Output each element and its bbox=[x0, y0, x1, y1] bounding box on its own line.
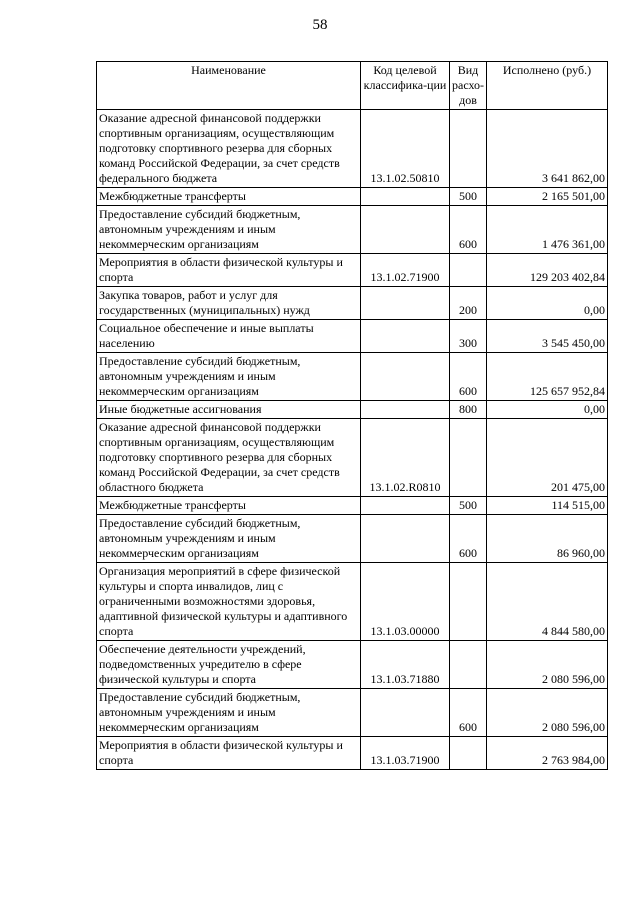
row-type bbox=[450, 254, 487, 287]
row-code bbox=[361, 287, 450, 320]
row-code: 13.1.02.71900 bbox=[361, 254, 450, 287]
row-code bbox=[361, 689, 450, 737]
table-row bbox=[97, 641, 608, 689]
row-amount: 114 515,00 bbox=[487, 497, 608, 515]
row-amount: 0,00 bbox=[487, 287, 608, 320]
row-name: Мероприятия в области физической культуры и спорта bbox=[97, 737, 361, 770]
table-row bbox=[97, 287, 608, 320]
row-amount: 0,00 bbox=[487, 401, 608, 419]
table-row bbox=[97, 419, 608, 497]
row-amount: 86 960,00 bbox=[487, 515, 608, 563]
table-row bbox=[97, 497, 608, 515]
row-type bbox=[450, 737, 487, 770]
row-amount: 3 641 862,00 bbox=[487, 110, 608, 188]
row-type: 800 bbox=[450, 401, 487, 419]
row-amount: 2 165 501,00 bbox=[487, 188, 608, 206]
table-row bbox=[97, 401, 608, 419]
row-name: Предоставление субсидий бюджетным, автономным учреждениям и иным некоммерческим организациям bbox=[97, 689, 361, 737]
row-amount: 2 080 596,00 bbox=[487, 689, 608, 737]
row-code bbox=[361, 206, 450, 254]
row-amount: 4 844 580,00 bbox=[487, 563, 608, 641]
table-row bbox=[97, 206, 608, 254]
row-name: Межбюджетные трансферты bbox=[97, 497, 361, 515]
row-amount: 201 475,00 bbox=[487, 419, 608, 497]
row-code: 13.1.03.00000 bbox=[361, 563, 450, 641]
row-name: Оказание адресной финансовой поддержки спортивным организациям, осуществляющим подготовку спортивного резерва для сборных команд Российской Федерации, за счет средств областного бюджета bbox=[97, 419, 361, 497]
row-name: Предоставление субсидий бюджетным, автономным учреждениям и иным некоммерческим организациям bbox=[97, 353, 361, 401]
table-row bbox=[97, 320, 608, 353]
row-type: 600 bbox=[450, 206, 487, 254]
table-row bbox=[97, 689, 608, 737]
budget-table bbox=[96, 61, 608, 770]
row-name: Мероприятия в области физической культуры и спорта bbox=[97, 254, 361, 287]
row-type: 500 bbox=[450, 497, 487, 515]
row-type: 300 bbox=[450, 320, 487, 353]
row-name: Межбюджетные трансферты bbox=[97, 188, 361, 206]
row-name: Предоставление субсидий бюджетным, автономным учреждениям и иным некоммерческим организациям bbox=[97, 515, 361, 563]
row-code: 13.1.02.50810 bbox=[361, 110, 450, 188]
row-amount: 2 763 984,00 bbox=[487, 737, 608, 770]
table-row bbox=[97, 515, 608, 563]
header-code: Код целевой классифика-ции bbox=[361, 62, 450, 110]
row-name: Оказание адресной финансовой поддержки спортивным организациям, осуществляющим подготовку спортивного резерва для сборных команд Российской Федерации, за счет средств федерального бюджета bbox=[97, 110, 361, 188]
row-amount: 129 203 402,84 bbox=[487, 254, 608, 287]
row-type: 600 bbox=[450, 689, 487, 737]
table-row bbox=[97, 737, 608, 770]
table-header bbox=[97, 62, 608, 110]
row-code bbox=[361, 401, 450, 419]
row-type bbox=[450, 563, 487, 641]
table-row bbox=[97, 110, 608, 188]
row-name: Обеспечение деятельности учреждений, подведомственных учредителю в сфере физической культуры и спорта bbox=[97, 641, 361, 689]
row-name: Предоставление субсидий бюджетным, автономным учреждениям и иным некоммерческим организациям bbox=[97, 206, 361, 254]
row-amount: 1 476 361,00 bbox=[487, 206, 608, 254]
row-name: Закупка товаров, работ и услуг для государственных (муниципальных) нужд bbox=[97, 287, 361, 320]
row-type bbox=[450, 110, 487, 188]
row-code bbox=[361, 497, 450, 515]
row-code: 13.1.02.R0810 bbox=[361, 419, 450, 497]
row-name: Иные бюджетные ассигнования bbox=[97, 401, 361, 419]
header-name: Наименование bbox=[97, 62, 361, 110]
row-amount: 125 657 952,84 bbox=[487, 353, 608, 401]
row-code bbox=[361, 353, 450, 401]
row-code bbox=[361, 188, 450, 206]
header-type: Вид расхо-дов bbox=[450, 62, 487, 110]
row-type bbox=[450, 641, 487, 689]
row-code: 13.1.03.71900 bbox=[361, 737, 450, 770]
row-type: 200 bbox=[450, 287, 487, 320]
row-type: 500 bbox=[450, 188, 487, 206]
table-row bbox=[97, 188, 608, 206]
row-amount: 2 080 596,00 bbox=[487, 641, 608, 689]
row-code: 13.1.03.71880 bbox=[361, 641, 450, 689]
table-row bbox=[97, 563, 608, 641]
row-name: Организация мероприятий в сфере физической культуры и спорта инвалидов, лиц с ограниченными возможностями здоровья, адаптивной физической культуры и адаптивного спорта bbox=[97, 563, 361, 641]
row-code bbox=[361, 320, 450, 353]
page-number: 58 bbox=[312, 17, 328, 33]
row-type: 600 bbox=[450, 353, 487, 401]
row-name: Социальное обеспечение и иные выплаты населению bbox=[97, 320, 361, 353]
row-type: 600 bbox=[450, 515, 487, 563]
table-row bbox=[97, 254, 608, 287]
row-type bbox=[450, 419, 487, 497]
header-amount: Исполнено (руб.) bbox=[487, 62, 608, 110]
row-code bbox=[361, 515, 450, 563]
table-body bbox=[97, 110, 608, 770]
row-amount: 3 545 450,00 bbox=[487, 320, 608, 353]
table-row bbox=[97, 353, 608, 401]
